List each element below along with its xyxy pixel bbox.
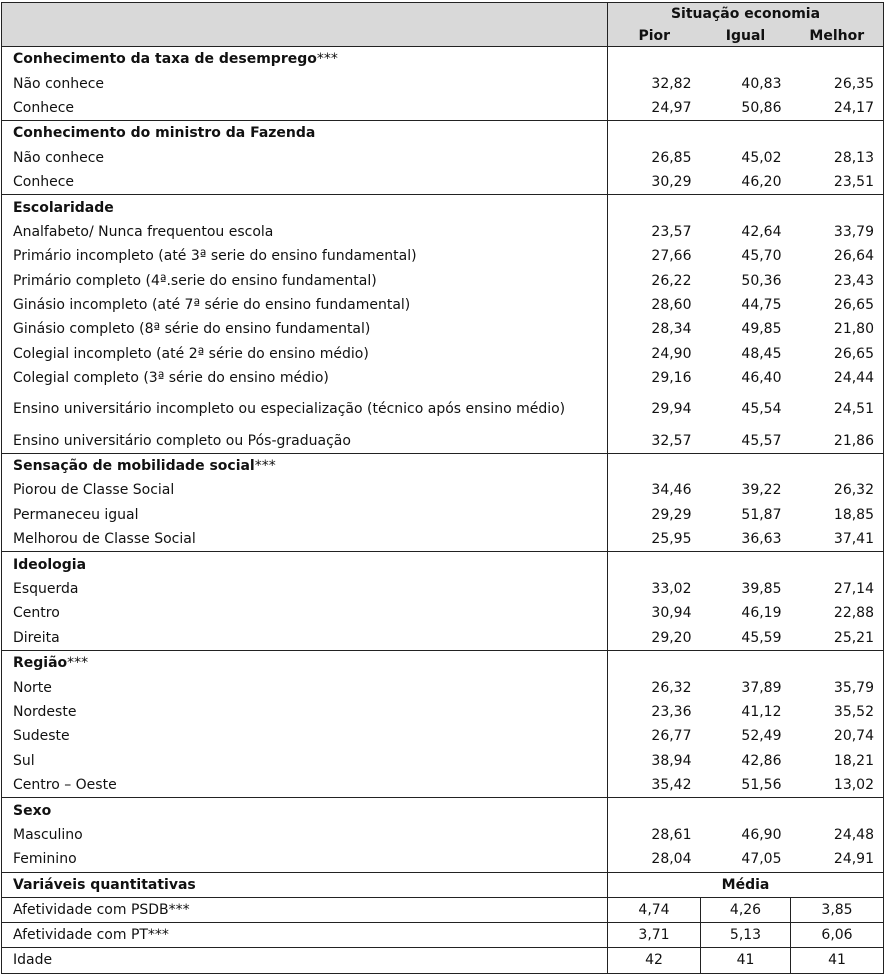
row-label: Colegial completo (3ª série do ensino médio) <box>2 366 608 390</box>
value-pior: 25,95 <box>651 531 692 548</box>
value-igual: 37,89 <box>741 679 782 696</box>
value-igual: 47,05 <box>741 851 782 868</box>
value-pior: 26,32 <box>651 679 692 696</box>
section-header-row <box>2 453 884 478</box>
table-row <box>2 293 884 317</box>
value-melhor: 26,32 <box>791 478 884 502</box>
empty-cell <box>791 552 884 577</box>
value-pior: 26,22 <box>651 272 692 289</box>
value-igual: 50,36 <box>741 272 782 289</box>
row-label: Sul <box>2 749 608 773</box>
section-header-row <box>2 650 884 675</box>
row-label: Primário completo (4ª.serie do ensino fundamental) <box>2 269 608 293</box>
table-row <box>2 317 884 341</box>
table-row <box>2 503 884 527</box>
value-pior: 23,36 <box>651 703 692 720</box>
row-label: Melhorou de Classe Social <box>2 527 608 552</box>
column-header-melhor: Melhor <box>791 25 884 47</box>
row-label: Centro <box>2 601 608 625</box>
value-igual: 46,19 <box>741 605 782 622</box>
quantitative-row <box>2 922 884 947</box>
quantitative-row <box>2 948 884 973</box>
section-header-row <box>2 47 884 72</box>
value-melhor: 24,91 <box>791 847 884 872</box>
value-pior: 34,46 <box>651 482 692 499</box>
row-label: Analfabeto/ Nunca frequentou escola <box>2 220 608 244</box>
value-melhor: 21,86 <box>791 428 884 453</box>
table-row <box>2 244 884 268</box>
section-header-row <box>2 798 884 823</box>
mean-melhor: 3,85 <box>791 897 884 922</box>
value-melhor: 26,65 <box>791 293 884 317</box>
table-row <box>2 390 884 428</box>
quantitative-measure: Média <box>608 872 884 897</box>
value-melhor: 26,35 <box>791 71 884 95</box>
value-pior: 29,94 <box>651 401 692 418</box>
value-pior: 30,29 <box>651 174 692 191</box>
section-title-text: Ideologia <box>13 556 87 573</box>
table-row <box>2 146 884 170</box>
value-igual: 51,56 <box>741 777 782 794</box>
value-igual: 41,12 <box>741 703 782 720</box>
row-label: Esquerda <box>2 577 608 601</box>
table-row <box>2 96 884 121</box>
empty-cell <box>701 650 791 675</box>
table-row <box>2 700 884 724</box>
value-pior: 26,77 <box>651 728 692 745</box>
table-row <box>2 847 884 872</box>
value-melhor: 25,21 <box>791 626 884 651</box>
section-title <box>2 47 608 72</box>
table-row <box>2 220 884 244</box>
row-label: Conhece <box>2 96 608 121</box>
mean-igual: 4,26 <box>701 897 791 922</box>
section-title <box>2 650 608 675</box>
row-label: Piorou de Classe Social <box>2 478 608 502</box>
mean-pior: 42 <box>608 948 701 973</box>
section-title <box>2 552 608 577</box>
value-pior: 24,90 <box>651 345 692 362</box>
value-pior: 28,61 <box>651 826 692 843</box>
empty-cell <box>701 121 791 146</box>
empty-cell <box>791 650 884 675</box>
section-header-row <box>2 121 884 146</box>
row-label: Conhece <box>2 170 608 195</box>
header-row-title <box>2 3 884 26</box>
mean-pior: 4,74 <box>608 897 701 922</box>
value-pior: 29,29 <box>651 506 692 523</box>
row-label: Idade <box>2 948 608 973</box>
value-pior: 28,04 <box>651 851 692 868</box>
row-label: Ginásio incompleto (até 7ª série do ensino fundamental) <box>2 293 608 317</box>
empty-cell <box>791 195 884 220</box>
column-header-pior: Pior <box>608 25 701 47</box>
value-melhor: 18,85 <box>791 503 884 527</box>
value-pior: 32,57 <box>651 432 692 449</box>
value-melhor: 33,79 <box>791 220 884 244</box>
row-label: Norte <box>2 675 608 699</box>
quantitative-title: Variáveis quantitativas <box>2 872 608 897</box>
mean-igual: 5,13 <box>701 922 791 947</box>
section-title-text: Conhecimento da taxa de desemprego <box>13 51 317 68</box>
header-blank-cell <box>2 3 608 26</box>
value-melhor: 35,79 <box>791 675 884 699</box>
section-title-text: Conhecimento do ministro da Fazenda <box>13 125 316 142</box>
table-row <box>2 601 884 625</box>
mean-melhor: 41 <box>791 948 884 973</box>
quantitative-header-row <box>2 872 884 897</box>
row-label: Não conhece <box>2 146 608 170</box>
row-label: Nordeste <box>2 700 608 724</box>
significance-stars: *** <box>254 458 276 475</box>
value-igual: 45,70 <box>741 248 782 265</box>
value-igual: 39,22 <box>741 482 782 499</box>
table-row <box>2 428 884 453</box>
row-label: Sudeste <box>2 724 608 748</box>
empty-cell <box>608 195 701 220</box>
value-igual: 42,64 <box>741 223 782 240</box>
value-melhor: 28,13 <box>791 146 884 170</box>
header-row-columns <box>2 25 884 47</box>
row-label: Colegial incompleto (até 2ª série do ensino médio) <box>2 342 608 366</box>
section-title-text: Região <box>13 655 68 672</box>
table-row <box>2 749 884 773</box>
section-header-row <box>2 195 884 220</box>
value-pior: 23,57 <box>651 223 692 240</box>
empty-cell <box>791 453 884 478</box>
table-row <box>2 366 884 390</box>
value-melhor: 24,51 <box>791 390 884 428</box>
empty-cell <box>701 47 791 72</box>
significance-stars: *** <box>316 51 338 68</box>
value-pior: 28,34 <box>651 321 692 338</box>
value-pior: 32,82 <box>651 75 692 92</box>
table-row <box>2 269 884 293</box>
column-header-igual: Igual <box>701 25 791 47</box>
value-melhor: 24,44 <box>791 366 884 390</box>
empty-cell <box>608 47 701 72</box>
value-igual: 39,85 <box>741 581 782 597</box>
row-label: Ginásio completo (8ª série do ensino fundamental) <box>2 317 608 341</box>
quantitative-row <box>2 897 884 922</box>
row-label: Não conhece <box>2 71 608 95</box>
results-table <box>1 2 884 974</box>
value-melhor: 13,02 <box>791 773 884 798</box>
value-melhor: 22,88 <box>791 601 884 625</box>
value-igual: 42,86 <box>741 752 782 769</box>
value-pior: 38,94 <box>651 752 692 769</box>
table-row <box>2 577 884 601</box>
value-igual: 45,59 <box>741 629 782 646</box>
mean-melhor: 6,06 <box>791 922 884 947</box>
table-row <box>2 724 884 748</box>
section-title <box>2 453 608 478</box>
empty-cell <box>608 798 701 823</box>
value-melhor: 18,21 <box>791 749 884 773</box>
row-label: Primário incompleto (até 3ª serie do ensino fundamental) <box>2 244 608 268</box>
empty-cell <box>701 453 791 478</box>
table-row <box>2 675 884 699</box>
value-igual: 46,90 <box>741 826 782 843</box>
empty-cell <box>701 195 791 220</box>
empty-cell <box>608 552 701 577</box>
value-igual: 45,54 <box>741 401 782 418</box>
value-igual: 45,57 <box>741 432 782 449</box>
value-igual: 49,85 <box>741 321 782 338</box>
value-melhor: 24,17 <box>791 96 884 121</box>
value-igual: 51,87 <box>741 506 782 523</box>
value-igual: 52,49 <box>741 728 782 745</box>
header-title: Situação economia <box>608 3 884 26</box>
row-label: Afetividade com PSDB*** <box>2 897 608 922</box>
value-igual: 40,83 <box>741 75 782 92</box>
table-row <box>2 478 884 502</box>
value-pior: 26,85 <box>651 149 692 166</box>
table-row <box>2 773 884 798</box>
empty-cell <box>608 121 701 146</box>
row-label: Afetividade com PT*** <box>2 922 608 947</box>
value-pior: 30,94 <box>651 605 692 622</box>
empty-cell <box>701 552 791 577</box>
empty-cell <box>701 798 791 823</box>
row-label: Ensino universitário completo ou Pós-graduação <box>2 428 608 453</box>
value-melhor: 20,74 <box>791 724 884 748</box>
empty-cell <box>791 798 884 823</box>
row-label: Permaneceu igual <box>2 503 608 527</box>
value-melhor: 26,64 <box>791 244 884 268</box>
row-label: Centro – Oeste <box>2 773 608 798</box>
value-igual: 45,02 <box>741 149 782 166</box>
empty-cell <box>608 453 701 478</box>
mean-igual: 41 <box>701 948 791 973</box>
significance-stars: *** <box>67 655 89 672</box>
empty-cell <box>608 650 701 675</box>
value-pior: 29,20 <box>651 629 692 646</box>
value-melhor: 26,65 <box>791 342 884 366</box>
table-row <box>2 626 884 651</box>
value-melhor: 27,14 <box>791 577 884 601</box>
section-title-text: Sensação de mobilidade social <box>13 458 255 475</box>
value-melhor: 23,43 <box>791 269 884 293</box>
value-pior: 33,02 <box>651 581 692 597</box>
section-title-text: Sexo <box>13 802 52 819</box>
value-pior: 24,97 <box>651 99 692 116</box>
table-row <box>2 823 884 847</box>
row-label: Ensino universitário incompleto ou especialização (técnico após ensino médio) <box>2 390 608 428</box>
value-igual: 44,75 <box>741 297 782 314</box>
section-title-text: Escolaridade <box>13 199 114 216</box>
value-igual: 46,40 <box>741 370 782 387</box>
table-row <box>2 527 884 552</box>
header-blank-cell <box>2 25 608 47</box>
value-melhor: 23,51 <box>791 170 884 195</box>
value-pior: 27,66 <box>651 248 692 265</box>
mean-pior: 3,71 <box>608 922 701 947</box>
value-igual: 46,20 <box>741 174 782 191</box>
section-header-row <box>2 552 884 577</box>
section-title <box>2 121 608 146</box>
value-pior: 29,16 <box>651 370 692 387</box>
row-label: Feminino <box>2 847 608 872</box>
empty-cell <box>791 121 884 146</box>
value-pior: 28,60 <box>651 297 692 314</box>
table-row <box>2 170 884 195</box>
table-row <box>2 342 884 366</box>
value-pior: 35,42 <box>651 777 692 794</box>
row-label: Masculino <box>2 823 608 847</box>
value-melhor: 21,80 <box>791 317 884 341</box>
value-igual: 36,63 <box>741 531 782 548</box>
section-title <box>2 195 608 220</box>
table-row <box>2 71 884 95</box>
row-label: Direita <box>2 626 608 651</box>
value-melhor: 24,48 <box>791 823 884 847</box>
value-melhor: 35,52 <box>791 700 884 724</box>
value-igual: 48,45 <box>741 345 782 362</box>
section-title <box>2 798 608 823</box>
empty-cell <box>791 47 884 72</box>
value-melhor: 37,41 <box>791 527 884 552</box>
value-igual: 50,86 <box>741 99 782 116</box>
